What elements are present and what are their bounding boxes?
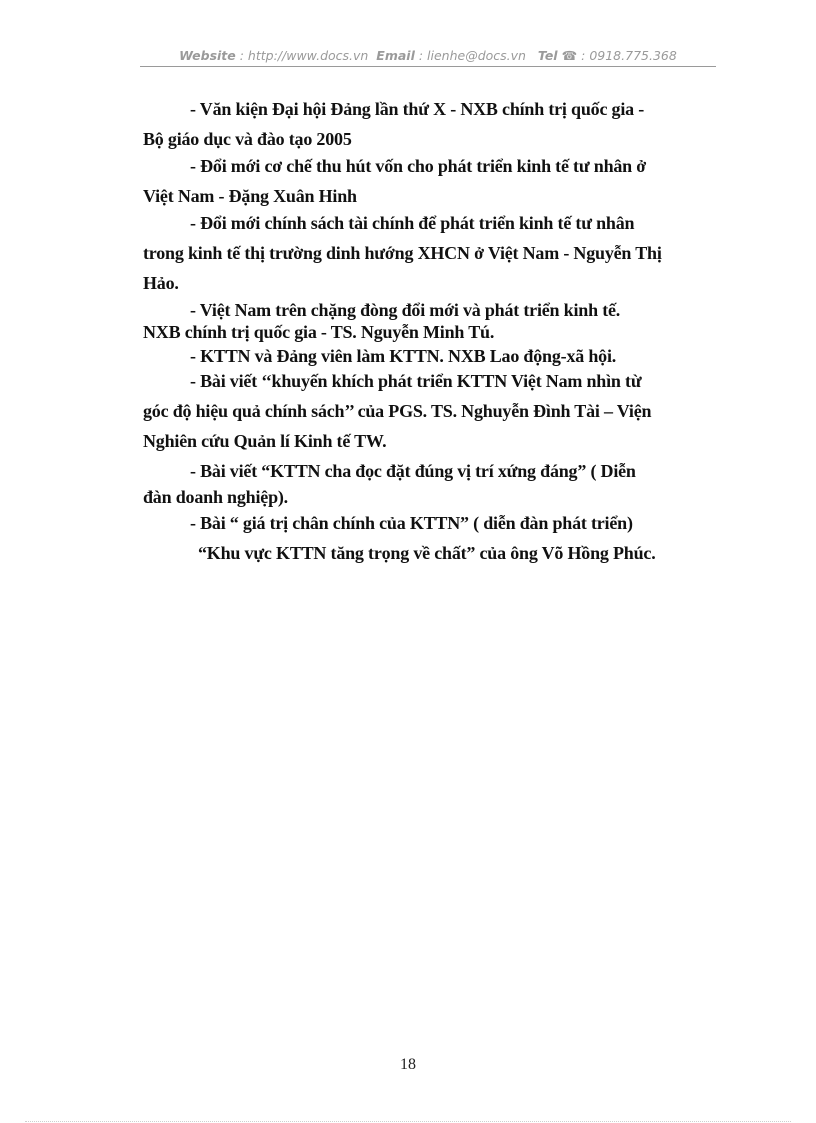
page-number: 18 <box>400 1056 416 1073</box>
reference-line: đàn doanh nghiệp). <box>143 487 288 507</box>
website-value[interactable]: : http://www.docs.vn <box>239 48 369 63</box>
reference-line: - Đổi mới chính sách tài chính để phát triển kinh tế tư nhân <box>190 213 635 233</box>
reference-item <box>143 345 715 367</box>
reference-line: Việt Nam - Đặng Xuân Hinh <box>143 186 357 206</box>
reference-line: NXB chính trị quốc gia - TS. Nguyễn Minh Tú. <box>143 322 495 342</box>
reference-line: - Bài viết “KTTN cha đọc đặt đúng vị trí xứng đáng” ( Diễn <box>190 461 636 481</box>
reference-line: Nghiên cứu Quản lí Kinh tế TW. <box>143 431 387 451</box>
email-label: Email <box>376 48 415 63</box>
reference-line: - Đổi mới cơ chế thu hút vốn cho phát triển kinh tế tư nhân ở <box>190 156 647 176</box>
reference-item <box>143 542 715 564</box>
reference-item <box>143 299 715 343</box>
reference-line: trong kinh tế thị trường dinh hướng XHCN ở Việt Nam - Nguyễn Thị <box>143 243 662 263</box>
reference-line: - Văn kiện Đại hội Đảng lần thứ X - NXB chính trị quốc gia - <box>190 99 645 119</box>
reference-item <box>143 98 715 150</box>
header-divider <box>140 66 716 67</box>
website-label: Website <box>179 48 236 63</box>
reference-line: Bộ giáo dục và đào tạo 2005 <box>143 129 352 149</box>
phone-icon: ☎ <box>561 48 578 63</box>
page-header <box>140 48 716 63</box>
tel-label: Tel <box>537 48 558 63</box>
reference-line: - Việt Nam trên chặng đòng đổi mới và phát triển kinh tế. <box>190 300 621 320</box>
reference-item <box>143 370 715 452</box>
footer-divider <box>25 1121 791 1122</box>
reference-line: góc độ hiệu quả chính sách’’ của PGS. TS. Nghuyễn Đình Tài – Viện <box>143 401 652 421</box>
reference-line: - KTTN và Đảng viên làm KTTN. NXB Lao động-xã hội. <box>190 346 617 366</box>
reference-line: - Bài “ giá trị chân chính của KTTN” ( diễn đàn phát triển) <box>190 513 633 533</box>
reference-line: “Khu vực KTTN tăng trọng về chất” của ông Võ Hồng Phúc. <box>198 543 656 563</box>
email-value[interactable]: : lienhe@docs.vn <box>418 48 526 63</box>
reference-line: Hảo. <box>143 273 179 293</box>
reference-item <box>143 155 715 207</box>
reference-item <box>143 512 715 534</box>
reference-item <box>143 212 715 294</box>
reference-line: - Bài viết ‘‘khuyến khích phát triển KTTN Việt Nam nhìn từ <box>190 371 642 391</box>
tel-value: : 0918.775.368 <box>581 48 677 63</box>
reference-item <box>143 460 715 508</box>
